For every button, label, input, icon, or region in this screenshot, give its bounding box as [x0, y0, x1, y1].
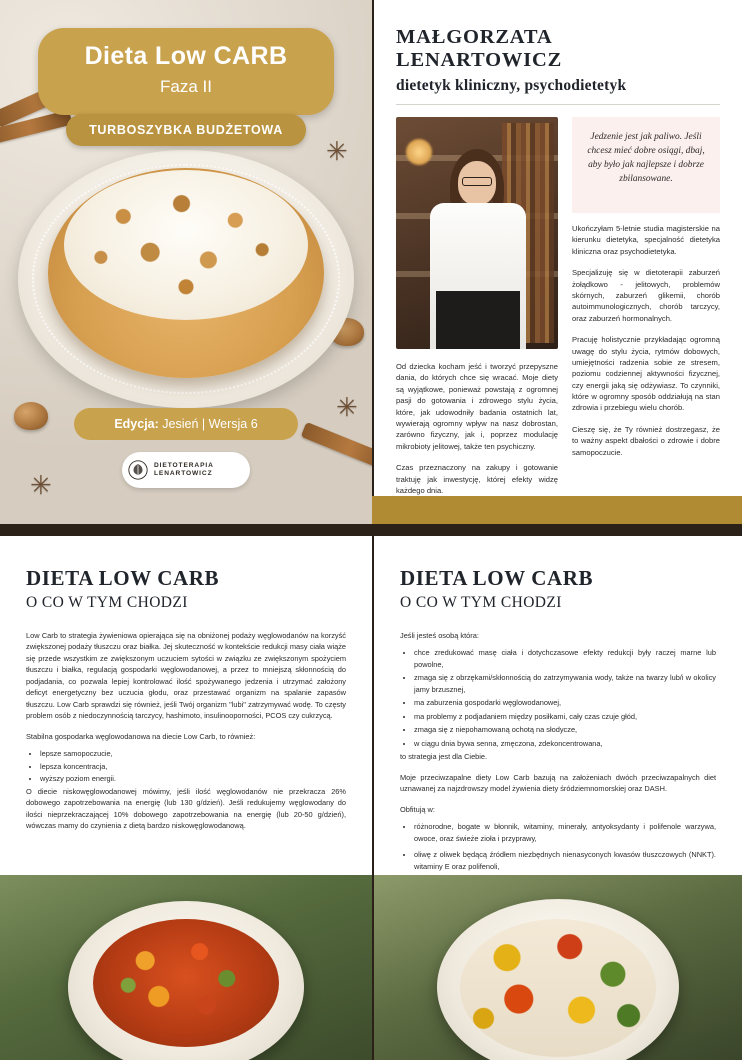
lowcarb-intro-panel: [0, 536, 372, 1060]
panel-heading: DIETA LOW CARB: [400, 566, 594, 590]
bio-columns: [396, 117, 720, 496]
rich-label: Obfitują w:: [400, 804, 435, 814]
bio-paragraph: Pracuję holistycznie przykładając ogromną uwagę do stylu życia, rytmów dobowych, umiejętności radzenia sobie ze stresem, poziomu codziennej aktywności fizycznej, czy energii jaką się odżywiasz. To czynniki, które w ogromny sposób oddziałują na stan zdrowia i przebiegu wielu chorób.: [572, 335, 720, 413]
bio-role: dietetyk kliniczny, psychodietetyk: [396, 77, 627, 94]
list-item: • lepsza koncentracja,: [40, 761, 346, 772]
panel-subheading: O CO W TYM CHODZI: [26, 594, 188, 611]
bio-paragraph: Specjalizuję się w dietoterapii zaburzeń żołądkowo - jelitowych, problemów skórnych, zaburzeń glikemii, chorób autoimmunologicznych, chorób tarczycy, oraz zaburzeń hormonalnych.: [572, 268, 720, 323]
panel-subheading: O CO W TYM CHODZI: [400, 594, 562, 611]
person-pants: [436, 291, 520, 349]
cover-title: Dieta Low CARB: [84, 42, 288, 70]
list-item: • ma problemy z podjadaniem między posiłkami, cały czas czuje głód,: [414, 711, 716, 722]
bio-panel: [372, 0, 742, 524]
brand-logo: [122, 452, 250, 488]
lowcarb-target-panel: [372, 536, 742, 1060]
body-paragraph: O diecie niskowęglowodanowej mówimy, jeśli ilość węglowodanów nie przekracza 26% dobowego zapotrzebowania na energię (lub 130 g/dzień). Jeśli redukujemy węglowodany do ilości nieprzekraczającej 10% dobowego zapotrzebowania na energię (lub 20-50 g/dzień), wówczas mamy do czynienia z dietą bardzo niskowęglowodanową.: [26, 786, 346, 831]
bio-divider: [396, 104, 720, 105]
list-item: • zmaga się z niepohamowaną ochotą na słodycze,: [414, 724, 716, 735]
star-anise-icon: ✳: [30, 470, 52, 500]
cover-variant-badge: TURBOSZYBKA BUDŻETOWA: [66, 114, 306, 146]
cover-edition-badge: [74, 408, 298, 440]
list-item: • wyższy poziom energii.: [40, 773, 346, 784]
target-list: [414, 647, 716, 749]
edition-value: Jesień | Wersja 6: [162, 417, 258, 431]
star-anise-icon: ✳: [336, 392, 358, 422]
lowcarb-intro-header: [0, 536, 372, 612]
benefits-list: [40, 748, 346, 784]
cover-title-badge: [38, 28, 334, 115]
dark-divider-bar: [0, 524, 742, 536]
bio-quote: Jedzenie jest jak paliwo. Jeśli chcesz mieć dobre osiągi, dbaj, aby było jak najlepsze i dobrze zbilansowane.: [572, 117, 720, 213]
brand-logo-text: [154, 462, 214, 478]
soup-photo: [0, 875, 372, 1060]
bio-paragraph: Od dziecka kocham jeść i tworzyć przepyszne dania, do których chce się wracać. Moje diety są wyjątkowe, ponieważ powstają z ogromnej pasji do gotowania i zdrowego stylu życia, które, jak udowodniły badania ostatnich lat, wywierają ogromny wpływ na nasz dobrostan, zarówno fizyczny, jak i, poprzez modulację mikrobioty jelitowej, także ten psychiczny.: [396, 362, 558, 451]
body-paragraph: Low Carb to strategia żywieniowa opierająca się na obniżonej podaży węglowodanów na korzyść zwiększonej podaży tłuszczu oraz białka. Jej skuteczność w kontekście redukcji masy ciała wiąże się przede wszystkim ze zwiększonym uczuciem sytości w związku ze zwiększonym spożyciem tłuszczu i białka, regulacją gospodarki węglowodanowej, a przez to mniejszą skłonnością do podjadania, co pozwala lepiej kontrolować ilość spożywanego jedzenia i utrzymać założony deficyt energetyczny bez uczucia głodu, oraz przestawać organizm na spalanie zapasów tłuszczu. Low Carb sprawdzi się również, jeśli Twój organizm "lubi" zatrzymywać wodę. To częsty problem osób z niedoczynnością tarczycy, hashimoto, insulinooporności, PCOS czy cukrzycą.: [26, 631, 346, 721]
list-item: • oliwę z oliwek będącą źródłem niezbędnych nienasyconych kwasów tłuszczowych (NNKT). witaminy E oraz polifenoli,: [414, 849, 716, 872]
lowcarb-intro-body: [0, 612, 372, 832]
lamp-icon: [406, 139, 432, 165]
bio-right-column: [572, 117, 720, 496]
vegetables-photo: [374, 875, 742, 1060]
brand-line-2: LENARTOWICZ: [154, 470, 213, 477]
edition-label: Edycja:: [114, 417, 159, 431]
list-item: • chce zredukować masę ciała i dotychczasowe efekty redukcji były raczej marne lub powolne,: [414, 647, 716, 670]
top-row: [0, 0, 742, 524]
bio-paragraph: Cieszę się, że Ty również dostrzegasz, że to ważny aspekt dbałości o zdrowie i dobre samopoczucie.: [572, 424, 720, 457]
cake-nut-topping: [74, 178, 298, 306]
list-item: • w ciągu dnia bywa senna, zmęczona, zdekoncentrowana,: [414, 738, 716, 749]
lowcarb-target-header: [374, 536, 742, 612]
soup-ingredients: [101, 927, 271, 1039]
walnut-icon: [14, 402, 48, 430]
bio-left-column: [396, 117, 558, 496]
bio-paragraph: Czas przeznaczony na zakupy i gotowanie traktuję jak inwestycję, której efekty widzę każdego dnia.: [396, 463, 558, 495]
body-paragraph: Moje przeciwzapalne diety Low Carb bazują na założeniach dwóch przeciwzapalnych diet uznawanej za najzdrowszy model żywienia diety śródziemnomorskiej oraz DASH.: [400, 772, 716, 794]
vegetable-mix: [460, 919, 656, 1057]
bio-name: MAŁGORZATA LENARTOWICZ: [396, 26, 563, 71]
dietitian-photo: [396, 117, 558, 349]
leaf-emblem-icon: [128, 460, 148, 480]
brand-line-1: DIETOTERAPIA: [154, 461, 214, 469]
gold-divider-bar: [372, 496, 742, 524]
list-item: • lepsze samopoczucie,: [40, 748, 346, 759]
list-item: • ma zaburzenia gospodarki węglowodanowej,: [414, 697, 716, 708]
star-anise-icon: ✳: [326, 136, 348, 166]
cover-phase: Faza II: [160, 77, 212, 96]
target-closing: to strategia jest dla Ciebie.: [400, 752, 488, 762]
bio-paragraph: Ukończyłam 5-letnie studia magisterskie na kierunku dietetyka, specjalność dietetyka kliniczna oraz psychodietetyka.: [572, 224, 720, 256]
bottom-row: [0, 536, 742, 1060]
list-item: • różnorodne, bogate w błonnik, witaminy, minerały, antyoksydanty i polifenole warzywa, owoce, oraz świeże zioła i przyprawy,: [414, 821, 716, 844]
cover-panel: [0, 0, 372, 524]
glasses-icon: [462, 177, 492, 186]
panel-heading: DIETA LOW CARB: [26, 566, 220, 590]
body-paragraph: Stabilna gospodarka węglowodanowa na diecie Low Carb, to również:: [26, 731, 256, 741]
list-item: • zmaga się z obrzękami/skłonnością do zatrzymywania wody, także na twarzy lub/i w okolicy jamy brzusznej,: [414, 672, 716, 695]
target-intro: Jeśli jesteś osobą która:: [400, 631, 479, 640]
